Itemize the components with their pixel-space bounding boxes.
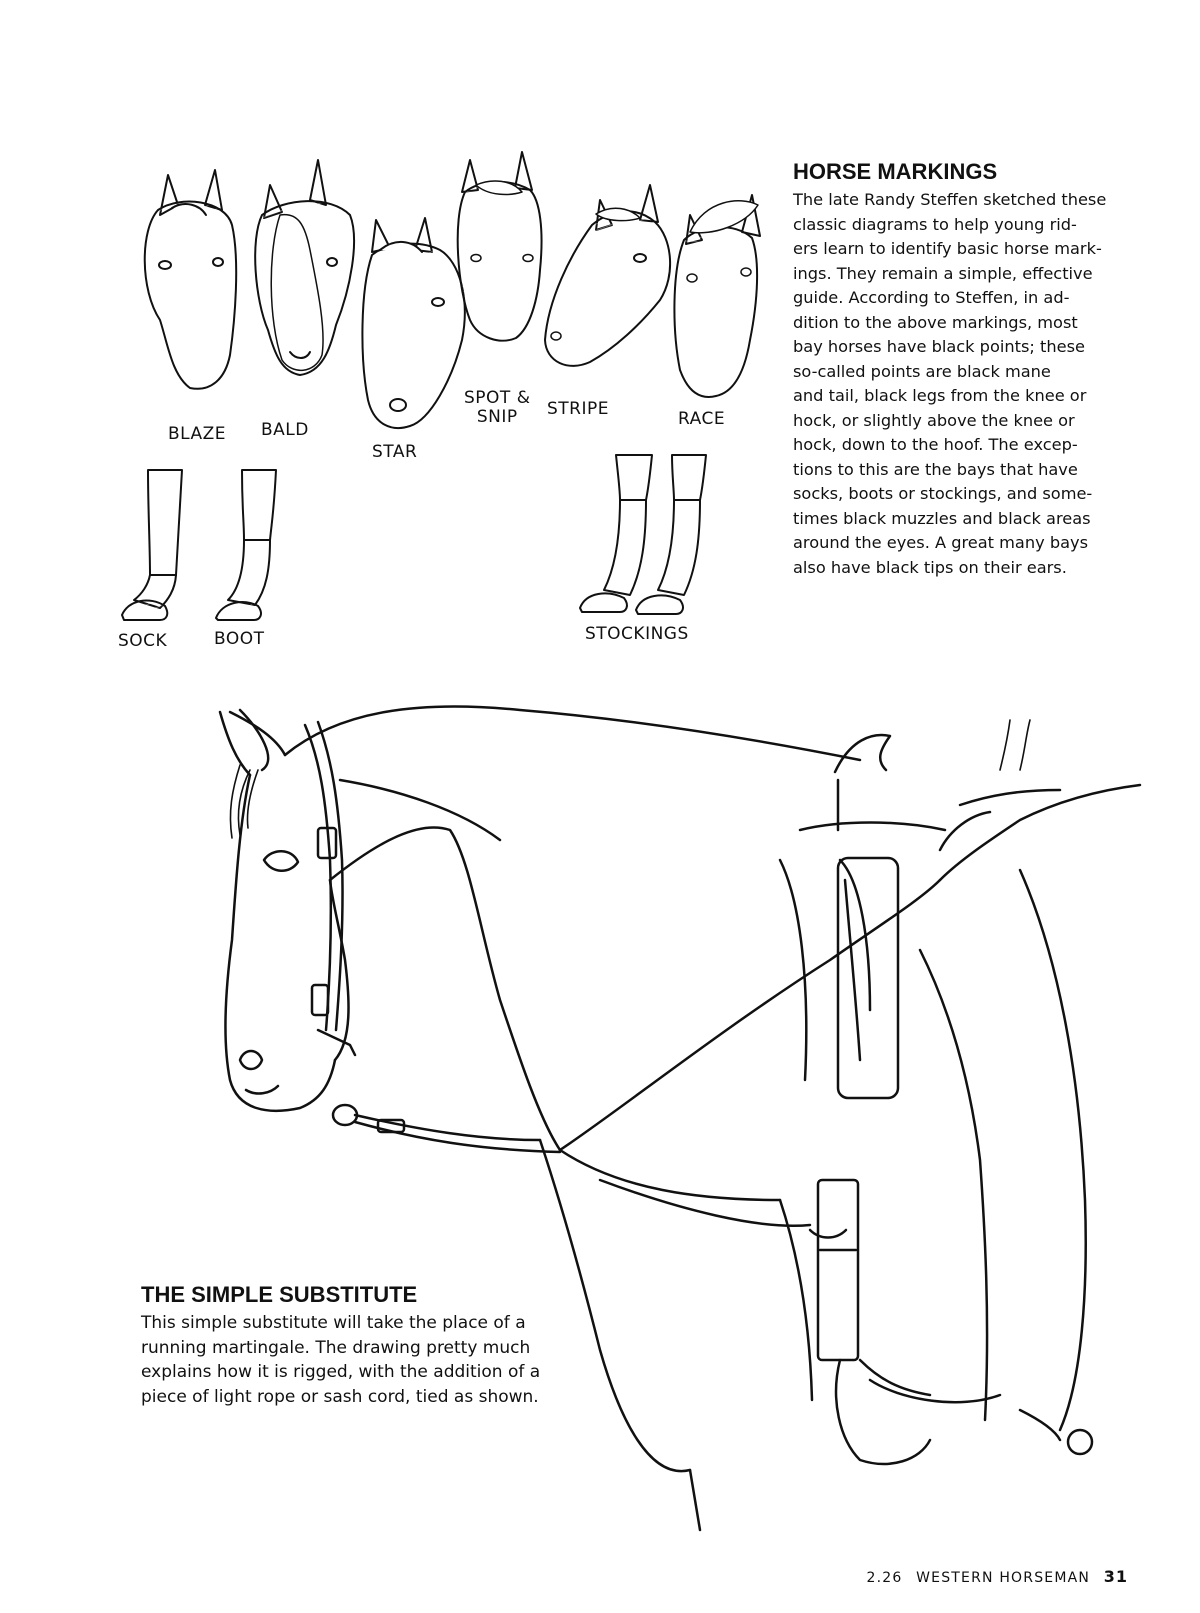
horse-markings-title: HORSE MARKINGS [793, 159, 998, 184]
horse-markings-body [793, 188, 1106, 580]
bald-head [255, 160, 354, 375]
stripe-head [545, 185, 670, 366]
body-line: dition to the above markings, most [793, 312, 1078, 332]
body-line: bay horses have black points; these [793, 337, 1085, 356]
label-stockings: STOCKINGS [585, 624, 689, 644]
body-line: and tail, black legs from the knee or [793, 386, 1087, 405]
label-race: RACE [678, 409, 726, 429]
body-line: tions to this are the bays that have [793, 459, 1078, 479]
label-spot-snip-line1: SPOT & [464, 388, 531, 408]
page-number: 31 [1103, 1567, 1128, 1586]
label-spot-snip-line2: SNIP [476, 407, 518, 427]
body-line: hock, down to the hoof. The excep- [793, 435, 1078, 454]
label-sock: SOCK [118, 631, 168, 651]
sock-leg [122, 470, 182, 620]
body-line: This simple substitute will take the place of a [141, 1313, 526, 1333]
body-line: socks, boots or stockings, and some- [793, 484, 1093, 503]
label-star: STAR [372, 442, 418, 462]
race-head [674, 195, 760, 397]
body-line: classic diagrams to help young rid- [793, 214, 1077, 234]
stockings-legs [580, 455, 706, 614]
label-boot: BOOT [214, 629, 265, 649]
blaze-head [145, 170, 236, 389]
body-line: so-called points are black mane [793, 361, 1051, 381]
magazine-name: WESTERN HORSEMAN [916, 1570, 1091, 1586]
body-line: explains how it is rigged, with the addition of a [141, 1362, 541, 1382]
spot-snip-head [458, 152, 542, 341]
body-line: piece of light rope or sash cord, tied as shown. [141, 1386, 539, 1407]
label-spot-snip [464, 389, 530, 427]
simple-substitute-body [141, 1311, 540, 1409]
body-line: ings. They remain a simple, effective [793, 263, 1093, 283]
label-stripe: STRIPE [547, 399, 609, 419]
simple-substitute-title: THE SIMPLE SUBSTITUTE [141, 1282, 418, 1307]
body-line: The late Randy Steffen sketched these [793, 190, 1107, 209]
issue-date: 2.26 [866, 1570, 903, 1586]
body-line: around the eyes. A great many bays [793, 533, 1089, 552]
boot-leg [216, 470, 276, 620]
body-line: hock, or slightly above the knee or [793, 410, 1075, 430]
star-head [362, 218, 464, 428]
body-line: times black muzzles and black areas [793, 508, 1091, 528]
page-footer [866, 1567, 1128, 1586]
body-line: ers learn to identify basic horse mark- [793, 239, 1102, 258]
body-line: guide. According to Steffen, in ad- [793, 288, 1070, 307]
body-line: also have black tips on their ears. [793, 557, 1067, 577]
body-line: running martingale. The drawing pretty much [141, 1337, 531, 1358]
label-bald: BALD [261, 420, 309, 440]
label-blaze: BLAZE [168, 424, 227, 444]
